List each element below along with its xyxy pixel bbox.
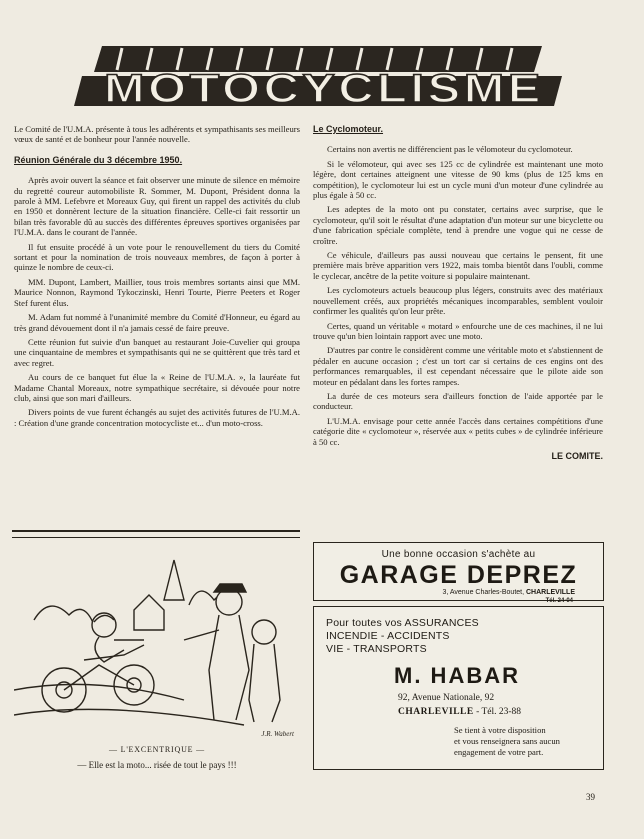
insurance-line: INCENDIE - ACCIDENTS <box>326 630 450 642</box>
page-number: 39 <box>586 792 595 802</box>
cyclomoteur-heading: Le Cyclomoteur. <box>313 124 384 134</box>
meeting-paragraph: Après avoir ouvert la séance et fait observer une minute de silence en mémoire du regretté coureur automobiliste R. Sommer, M. Dupont, Président donna la parole à MM. Lefebvre et Moreaux Guy, qui firent un rappel des activités du club en 1950 et donnèrent lecture de la situation financière. Celle-ci fait ressortir un bilan très favorable dû au succès des différentes épreuves sportives organisées par l'U.M.A. dans le courant de l'année. <box>14 175 300 238</box>
meeting-paragraph: M. Adam fut nommé à l'unanimité membre du Comité d'Honneur, eu égard au très grand dévouement dont il n'a jamais cessé de faire preuve. <box>14 312 300 333</box>
garage-name: GARAGE DEPREZ <box>339 561 578 589</box>
insurance-services <box>326 617 479 656</box>
cyclomoteur-paragraph: Les cyclomoteurs actuels beaucoup plus légers, construits avec des matériaux nouvellement créés, aux propriétés mécaniques incomparables, semblent vouloir confirmer les qualités qu'on leur prête. <box>313 285 603 317</box>
habar-city: CHARLEVILLE <box>398 707 474 717</box>
meeting-paragraph: Divers points de vue furent échangés au sujet des activités futures de l'U.M.A. : Création d'une grande concentration motocycliste et... d'un moto-cross. <box>14 407 300 428</box>
cyclomoteur-paragraph: Les adeptes de la moto ont pu constater, certains avec surprise, que le cyclomoteur, qu'il soit le résultat d'une adaptation d'un moteur sur une bicyclette ou d'une fabrication spéciale complète, tend à prendre une vogue qui ne cesse de croître. <box>313 204 603 246</box>
habar-name: M. HABAR <box>394 663 520 688</box>
cartoon-illustration <box>14 540 300 740</box>
section-divider <box>12 530 300 538</box>
cyclomoteur-paragraph: La durée de ces moteurs sera d'ailleurs fonction de l'aide apportée par le conducteur. <box>313 390 603 412</box>
meeting-paragraph: Il fut ensuite procédé à un vote pour le renouvellement du tiers du Comité sortant et pour la nomination de trois nouveaux membres, de façon à porter à quinze le nombre de ceux-ci. <box>14 241 300 273</box>
habar-note <box>454 725 560 758</box>
garage-tagline: Une bonne occasion s'achète au <box>381 549 536 560</box>
garage-address-line <box>442 589 575 596</box>
habar-insurance-ad <box>313 606 604 770</box>
cyclomoteur-paragraph: Si le vélomoteur, qui avec ses 125 cc de cylindrée est maintenant une moto légère, dont certaines atteignent une vitesse de 90 kms (plus de 125 kms en compétition), le cyclomoteur lui est un cycle muni d'un moteur d'une cylindrée au plus égale à 50 cc. <box>313 158 603 201</box>
cyclomoteur-paragraph: Certes, quand un véritable « motard » enfourche une de ces machines, il ne lui trouve qu'un bien lointain rapport avec une moto. <box>313 320 603 341</box>
right-column <box>313 124 603 461</box>
banner-title: MOTOCYCLISME <box>104 67 544 110</box>
meeting-paragraph: Cette réunion fut suivie d'un banquet au restaurant Joie-Cuvelier qui groupa une cinquantaine de membres et sympathisants qui ne se quittèrent que très tard et avec regret. <box>14 336 300 368</box>
meeting-paragraph: MM. Dupont, Lambert, Maillier, tous trois membres sortants ainsi que MM. Maurice Nonnon, Raymond Tykoczinski, Henri Tourte, Pierre Peeters et Roger Stef furent élus. <box>14 276 300 308</box>
habar-note-line: engagement de votre part. <box>454 747 544 757</box>
cyclomoteur-paragraph: Ce véhicule, d'ailleurs pas aussi nouveau que certains le pensent, fit une première mais brève apparition vers 1922, mais tomba bientôt dans l'oubli, comme le cyclecar, ancêtre de la petite voiture si populaire maintenant. <box>313 250 603 281</box>
habar-note-line: Se tient à votre disposition <box>454 725 546 735</box>
garage-address: 3, Avenue Charles-Boutet, <box>442 589 525 596</box>
illustration-title: — L'EXCENTRIQUE — <box>109 745 205 754</box>
garage-phone: Tél. 24-04 <box>545 598 573 604</box>
habar-phone: - Tél. 23-88 <box>476 707 522 717</box>
cyclomoteur-paragraph: L'U.M.A. envisage pour cette année l'accès dans certaines compétitions d'une catégorie dite « cyclomoteur », réservée aux « petits cubes » de cylindrée inférieure à 50 cc. <box>313 415 603 447</box>
motocyclisme-banner <box>62 42 586 110</box>
garage-city: CHARLEVILLE <box>526 589 575 596</box>
cyclomoteur-paragraph: D'autres par contre le considèrent comme une véritable moto et s'abstiennent de pédaler en aucune occasion ; c'est un tort car si certains de ces engins ont des performances remarquables, il est cependant nécessaire que le pilote aide son moteur en pédalant dans les fortes rampes. <box>313 345 603 387</box>
cyclomoteur-paragraph: Certains non avertis ne différencient pas le vélomoteur du cyclomoteur. <box>327 144 573 155</box>
intro-paragraph: Le Comité de l'U.M.A. présente à tous les adhérents et sympathisants ses meilleurs vœux de santé et de bonheur pour l'année nouvelle. <box>14 124 300 145</box>
left-column <box>14 124 300 432</box>
garage-deprez-ad <box>313 542 604 604</box>
habar-note-line: et vous renseignera sans aucun <box>454 736 560 746</box>
church-spire-icon <box>164 560 184 600</box>
meeting-paragraph: Au cours de ce banquet fut élue la « Reine de l'U.M.A. », la lauréate fut Madame Chantal Moreaux, notre sympathique secrétaire, si dévouée pour notre club, ainsi que son mari d'ailleurs. <box>14 372 300 403</box>
habar-city-phone <box>398 707 521 717</box>
habar-address: 92, Avenue Nationale, 92 <box>398 693 495 703</box>
meeting-heading: Réunion Générale du 3 décembre 1950. <box>14 154 183 165</box>
insurance-line: VIE - TRANSPORTS <box>326 643 427 655</box>
illustration-caption: — Elle est la moto... risée de tout le pays !!! <box>77 760 237 770</box>
insurance-line: Pour toutes vos ASSURANCES <box>326 617 479 629</box>
signature: LE COMITE. <box>551 450 603 461</box>
artist-signature: J.R. Wabert <box>261 730 294 738</box>
